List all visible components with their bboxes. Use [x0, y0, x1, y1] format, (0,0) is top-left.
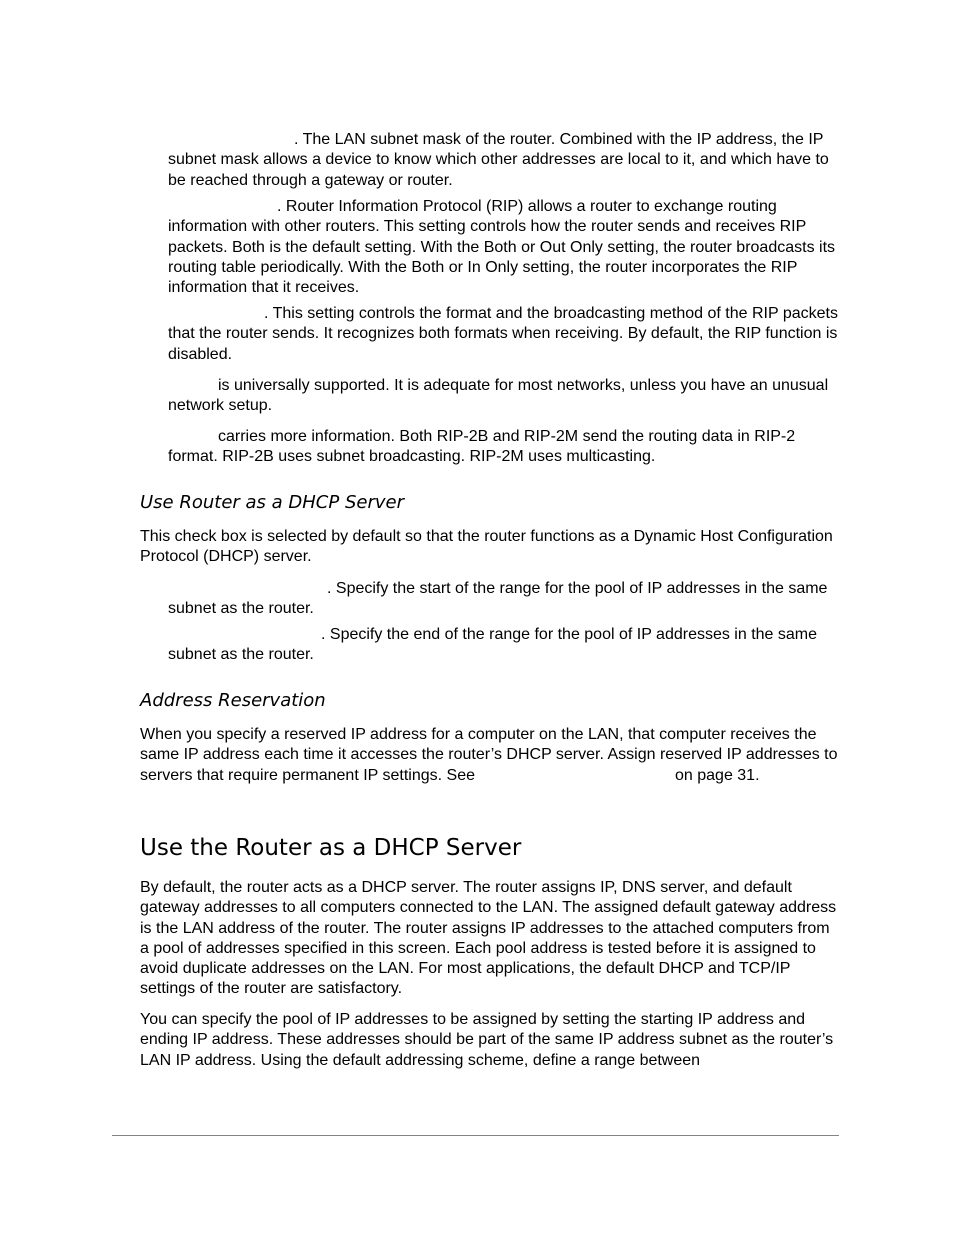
main-paragraph-1: By default, the router acts as a DHCP server. The router assigns IP, DNS server, and default gateway addresses to all computers connected to the LAN. The assigned default gateway address is the LAN address of the router. The router assigns IP addresses to the attached computers from a pool of addresses specified in this screen. Each pool address is tested before it is assigned to avoid duplicate addresses on the LAN. For most applications, the default DHCP and TCP/IP settings of the router are satisfactory.: [140, 879, 837, 998]
rip-version-text: . This setting controls the format and the broadcasting method of the RIP packets that the router sends. It recognizes both formats when receiving. By default, the RIP function is disabled.: [168, 305, 838, 363]
main-section-heading: Use the Router as a DHCP Server: [140, 835, 522, 861]
dhcp-section-heading: Use Router as a DHCP Server: [140, 492, 404, 513]
reservation-paragraph: [140, 725, 840, 786]
starting-ip-paragraph: [168, 579, 840, 620]
rip1-paragraph: [168, 376, 840, 417]
reservation-text-before: When you specify a reserved IP address for a computer on the LAN, that computer receives the same IP address each time it accesses the router’s DHCP server. Assign reserved IP addresses to servers that require permanent IP settings. See: [140, 726, 838, 784]
rip2-text: carries more information. Both RIP-2B and RIP-2M send the routing data in RIP-2 format. RIP-2B uses subnet broadcasting. RIP-2M uses multicasting.: [168, 428, 796, 466]
rip-direction-paragraph: [168, 197, 840, 298]
ending-ip-text: . Specify the end of the range for the pool of IP addresses in the same subnet as the router.: [168, 626, 818, 664]
ending-ip-paragraph: [168, 625, 840, 666]
subnet-mask-paragraph: [168, 130, 840, 191]
dhcp-intro-paragraph: This check box is selected by default so that the router functions as a Dynamic Host Configuration Protocol (DHCP) server.: [140, 528, 833, 566]
starting-ip-text: . Specify the start of the range for the pool of IP addresses in the same subnet as the router.: [168, 580, 828, 618]
rip-direction-text: . Router Information Protocol (RIP) allows a router to exchange routing information with other routers. This setting controls how the router sends and receives RIP packets. Both is the default setting. With the Both or Out Only setting, the router broadcasts its routing table periodically. With the Both or In Only setting, the router incorporates the RIP information that it receives.: [168, 198, 836, 297]
main-paragraph-2: You can specify the pool of IP addresses to be assigned by setting the starting IP address and ending IP address. These addresses should be part of the same IP address subnet as the router’s LAN IP address. Using the default addressing scheme, define a range between: [140, 1011, 834, 1069]
rip1-text: is universally supported. It is adequate for most networks, unless you have an unusual network setup.: [168, 377, 829, 415]
reservation-section-heading: Address Reservation: [140, 690, 326, 711]
reservation-text-after: on page 31.: [675, 766, 760, 784]
subnet-mask-text: . The LAN subnet mask of the router. Combined with the IP address, the IP subnet mask allows a device to know which other addresses are local to it, and which have to be reached through a gateway or router.: [168, 131, 829, 189]
footer-divider: [112, 1135, 839, 1136]
rip2-paragraph: [168, 427, 840, 468]
rip-version-paragraph: [168, 304, 840, 365]
